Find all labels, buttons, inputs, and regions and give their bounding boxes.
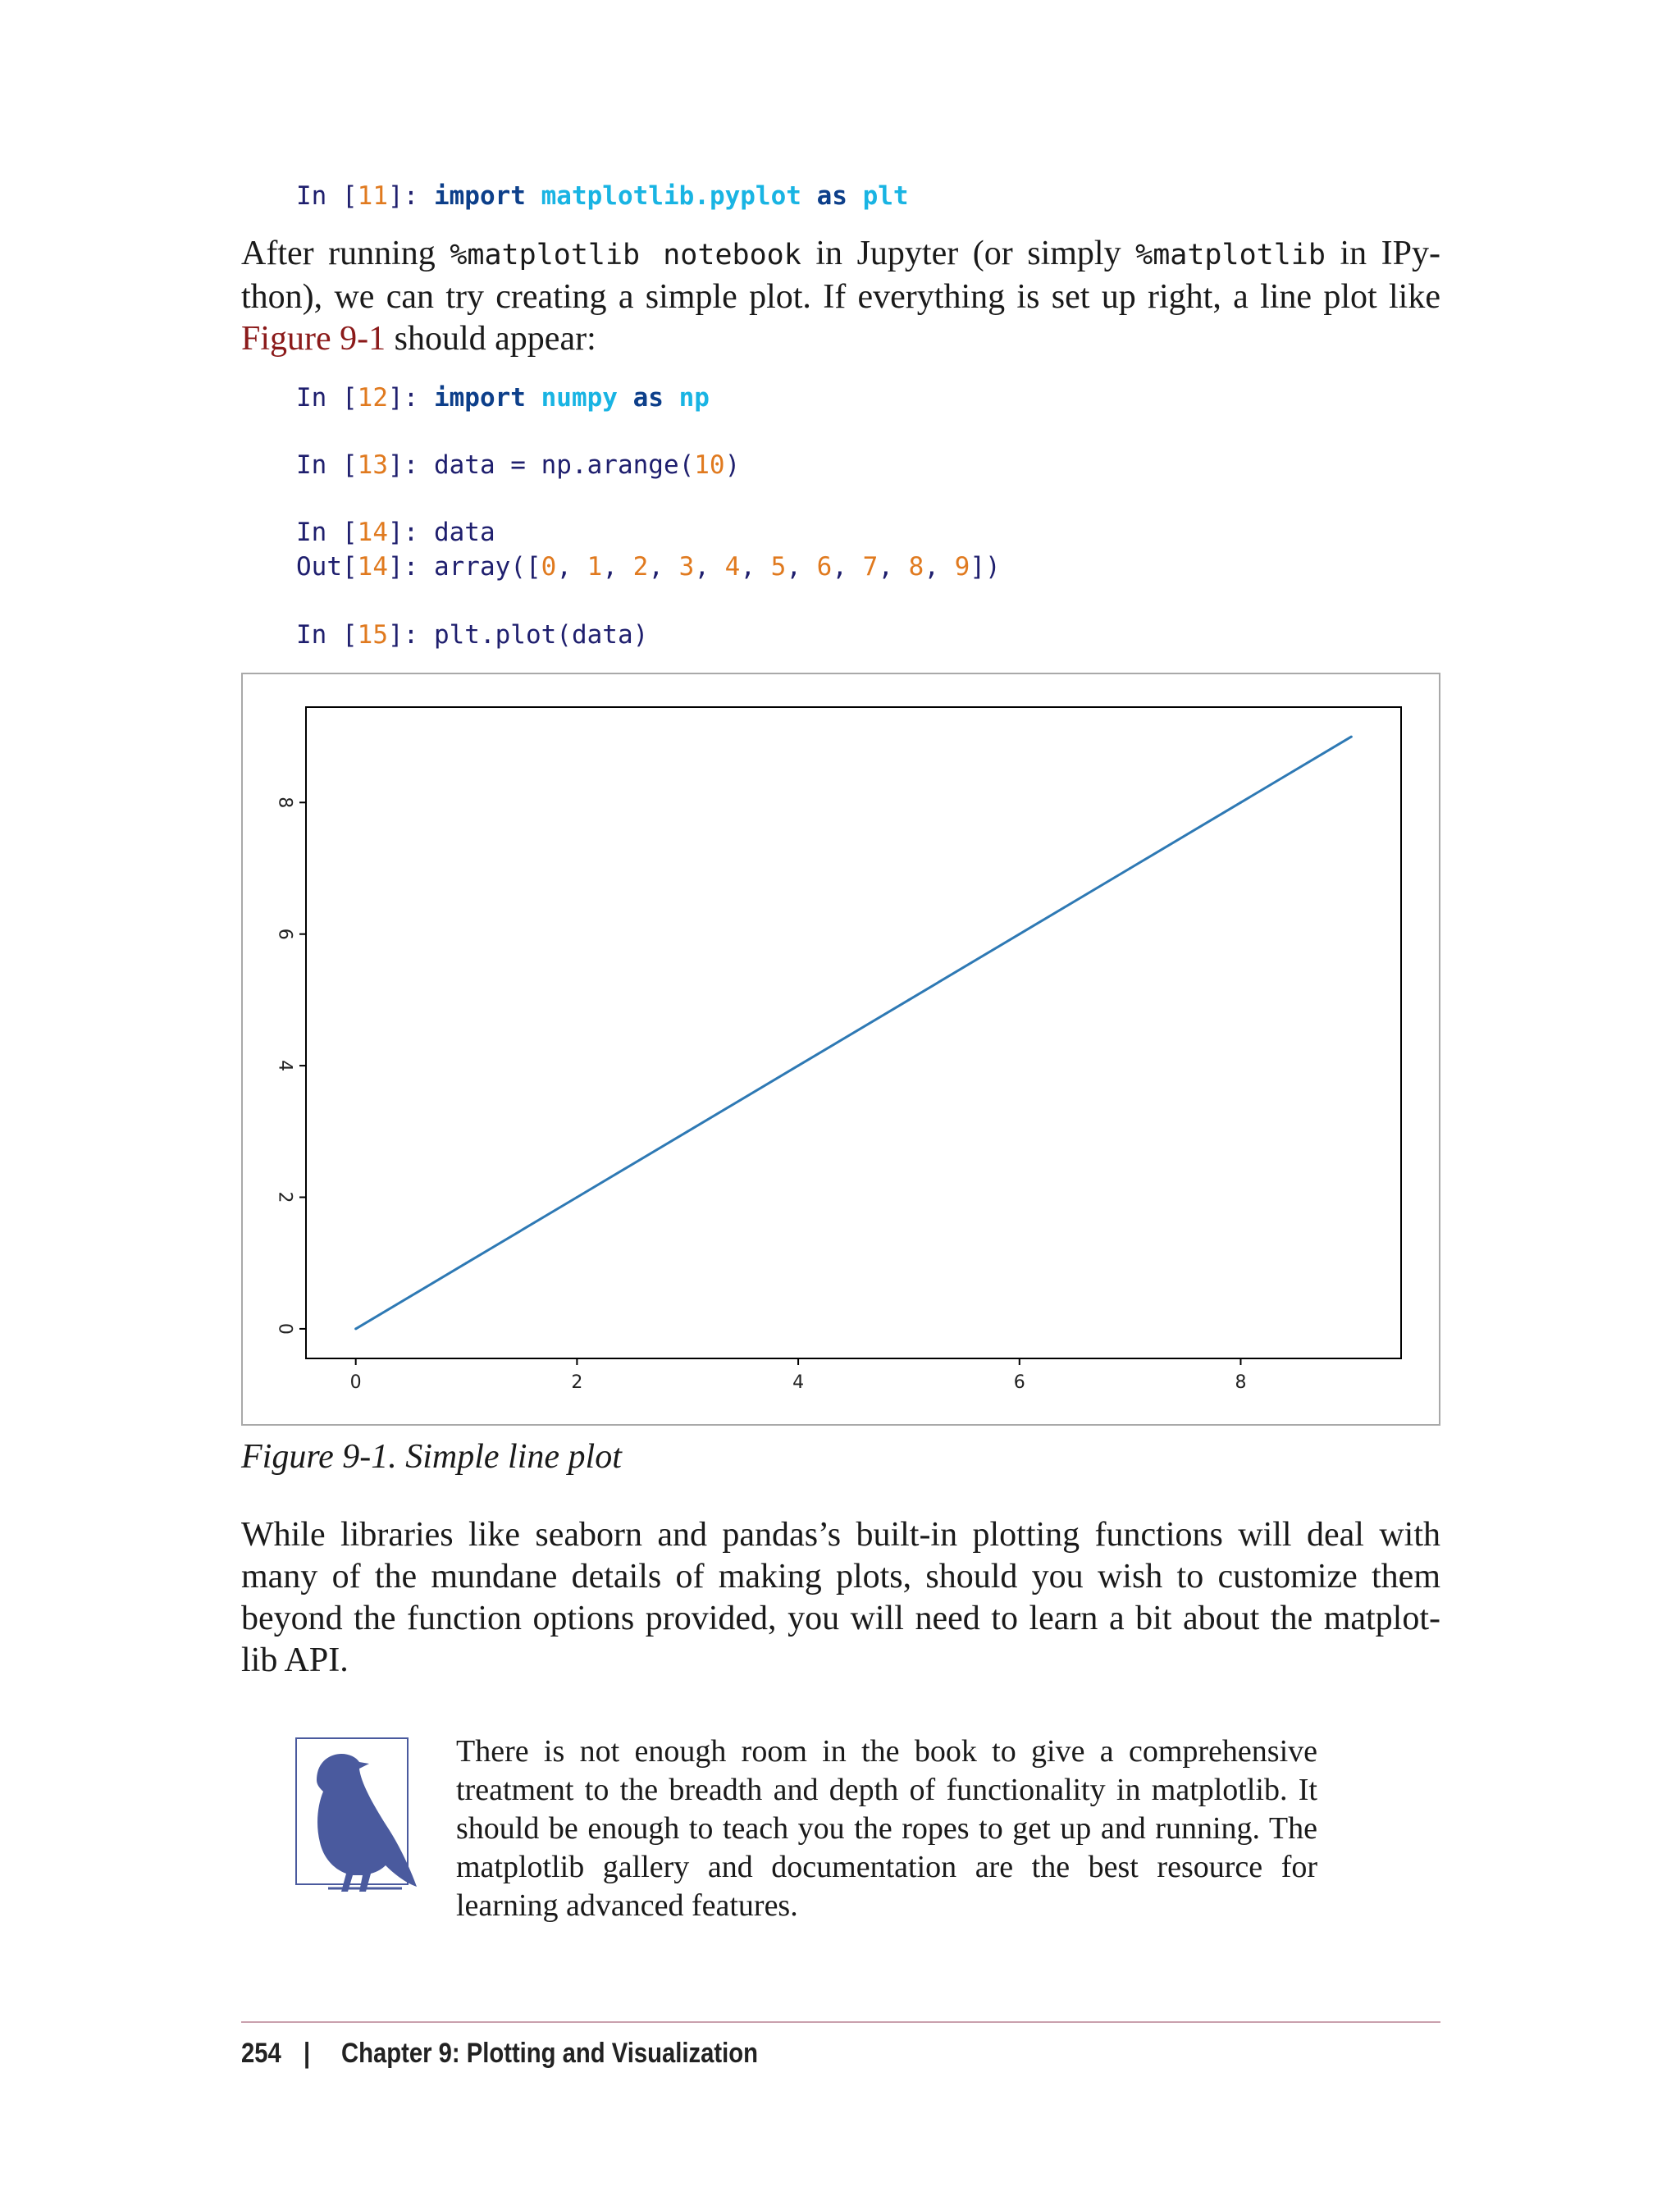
y-tick-label: 6 [274, 928, 295, 940]
data-point [465, 1262, 468, 1264]
x-tick-label: 6 [1013, 1372, 1025, 1393]
code-cell-in13: In [13]: data = np.arange(10) [296, 450, 741, 480]
data-point [687, 1130, 689, 1133]
data-point [1129, 867, 1131, 870]
figure-xref-link[interactable]: Figure 9-1 [241, 320, 386, 358]
intro-paragraph: After running %matplotlib notebook in Jupyter (or simply %matplotlib in IPy-thon), we can try creating a simple plot. If everything is set up right, a line plot like Figure 9-1 should appear: [241, 235, 1441, 358]
data-point [354, 1327, 357, 1330]
data-point [907, 998, 910, 1001]
figure-frame [241, 673, 1440, 1426]
data-point [797, 1065, 800, 1067]
code-cell-in12: In [12]: import numpy as np [296, 383, 710, 413]
y-tick-label: 0 [274, 1322, 295, 1335]
footer-separator: | [304, 2038, 311, 2069]
y-tick-label: 2 [274, 1191, 295, 1203]
figure-caption: Figure 9-1. Simple line plot [241, 1438, 622, 1476]
data-point [1350, 736, 1353, 738]
x-tick-label: 0 [349, 1372, 362, 1393]
data-point [576, 1196, 578, 1198]
code-cell-in14: In [14]: data [296, 518, 495, 547]
y-axis-ticks [275, 797, 307, 1335]
x-axis-ticks [350, 1358, 1247, 1393]
chapter-title: Chapter 9: Plotting and Visualization [341, 2038, 758, 2069]
code-cell-in15: In [15]: plt.plot(data) [296, 620, 649, 650]
footer-rule [241, 2021, 1440, 2023]
body-paragraph: While libraries like seaborn and pandas’s built-in plotting functions will deal with many of the mundane details of making plots, should you wish to customize them beyond the function options provided, you will need to learn a bit about the matplot-lib API. [241, 1516, 1440, 1679]
code-cell-out14: Out[14]: array([0, 1, 2, 3, 4, 5, 6, 7, 8, 9]) [296, 552, 1001, 582]
note-text: There is not enough room in the book to give a comprehensive treatment to the breadth and depth of functionality in matplotlib. It should be enough to teach you the ropes to get up and running. The matplotlib gallery and documentation are the best resource for learning advanced features. [456, 1734, 1317, 1923]
page-number: 254 [241, 2038, 281, 2069]
x-tick-label: 2 [571, 1372, 583, 1393]
data-point [1239, 801, 1242, 804]
data-point [1018, 933, 1020, 935]
crow-note-icon [295, 1737, 425, 1901]
series-line [356, 737, 1352, 1329]
y-tick-label: 4 [274, 1060, 295, 1072]
code-cell-in11: In [11]: import matplotlib.pyplot as plt [296, 181, 909, 211]
x-tick-label: 8 [1235, 1372, 1247, 1393]
line-plot [243, 674, 1442, 1427]
x-tick-label: 4 [792, 1372, 805, 1393]
y-tick-label: 8 [274, 797, 295, 809]
